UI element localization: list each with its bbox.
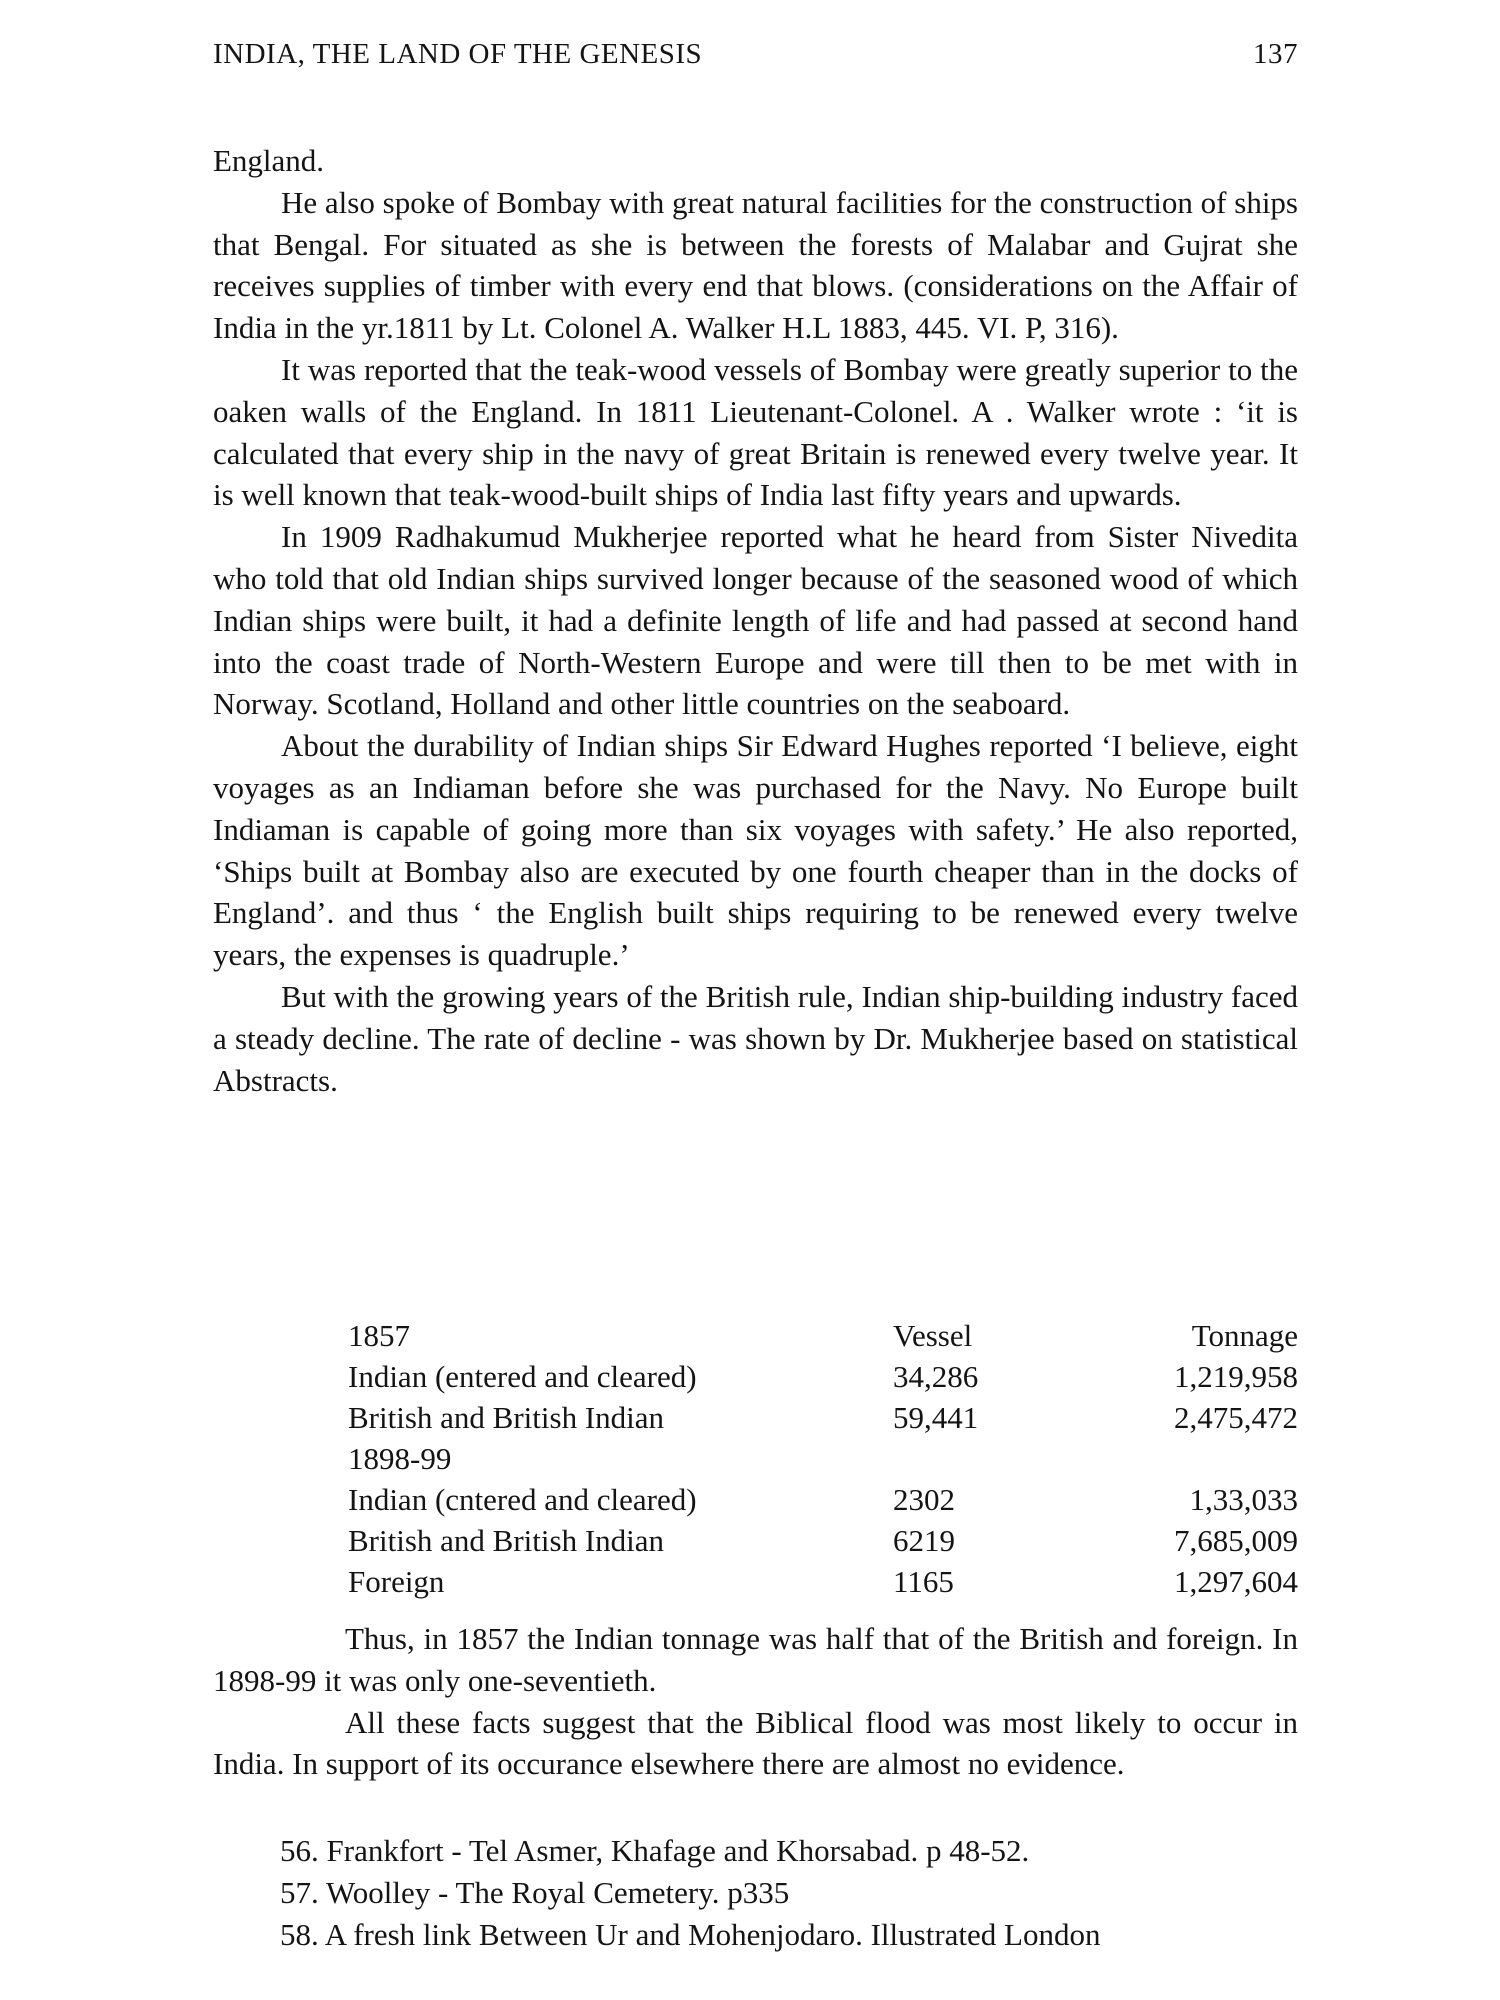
table-row [348, 1397, 1298, 1438]
tonnage-cell: Tonnage [1191, 1318, 1298, 1353]
tonnage-cell: 1,297,604 [1174, 1564, 1298, 1599]
paragraph: In 1909 Radhakumud Mukherjee reported what he heard from Sister Nivedita who told that old Indian ships survived longer because of the seasoned wood of which Indian ships were built, it had a definite length of life and had passed at second hand into the coast trade of North-Western Europe and were till then to be met with in Norway. Scotland, Holland and other little countries on the seaboard. [213, 519, 1298, 722]
table-row [348, 1520, 1298, 1561]
paragraph: But with the growing years of the British rule, Indian ship-building industry faced a steady decline. The rate of decline - was shown by Dr. Mukherjee based on statistical Abstracts. [213, 978, 1298, 1098]
row-label: British and British Indian [348, 1400, 665, 1435]
footnotes [280, 1830, 1100, 1956]
table-row [348, 1356, 1298, 1397]
vessel-cell: 6219 [893, 1523, 955, 1558]
tonnage-cell: 7,685,009 [1174, 1523, 1298, 1558]
tonnage-cell: 2,475,472 [1174, 1400, 1298, 1435]
table-row [348, 1315, 1298, 1356]
row-label: British and British Indian [348, 1523, 665, 1558]
running-title: INDIA, THE LAND OF THE GENESIS [213, 38, 703, 70]
vessel-cell: 1165 [893, 1564, 954, 1599]
table-row [348, 1561, 1298, 1602]
vessel-cell: 34,286 [893, 1359, 979, 1394]
table-row [348, 1479, 1298, 1520]
shipping-table [348, 1315, 1298, 1602]
row-label: Indian (entered and cleared) [348, 1359, 697, 1394]
running-head [213, 38, 1298, 71]
conclusion-text [213, 1618, 1298, 1785]
body-text [213, 140, 1298, 1101]
footnote: 57. Woolley - The Royal Cemetery. p335 [280, 1875, 790, 1910]
tonnage-cell: 1,33,033 [1189, 1482, 1298, 1517]
vessel-cell: 2302 [893, 1482, 955, 1517]
row-label: Indian (cntered and cleared) [348, 1482, 697, 1517]
paragraph: It was reported that the teak-wood vessels of Bombay were greatly superior to the oaken walls of the England. In 1811 Lieutenant-Colonel. A . Walker wrote : ‘it is calculated that every ship in the navy of great Britain is renewed every twelve year. It is well known that teak-wood-built ships of India last fifty years and upwards. [213, 351, 1298, 513]
table-row [348, 1438, 1298, 1479]
tonnage-cell: 1,219,958 [1174, 1359, 1298, 1394]
row-label: 1857 [348, 1318, 410, 1353]
paragraph: He also spoke of Bombay with great natural facilities for the construction of ships that Bengal. For situated as she is between the forests of Malabar and Gujrat she receives supplies of timber with every end that blows. (considerations on the Affair of India in the yr.1811 by Lt. Colonel A. Walker H.L 1883, 445. VI. P, 316). [213, 184, 1298, 346]
row-label: Foreign [348, 1564, 445, 1599]
page-number: 137 [1253, 38, 1298, 70]
vessel-cell: Vessel [893, 1318, 973, 1353]
footnote: 56. Frankfort - Tel Asmer, Khafage and Khorsabad. p 48-52. [280, 1833, 1030, 1868]
paragraph: England. [213, 143, 325, 178]
row-label: 1898-99 [348, 1441, 452, 1476]
vessel-cell: 59,441 [893, 1400, 979, 1435]
paragraph: Thus, in 1857 the Indian tonnage was half that of the British and foreign. In 1898-99 it was only one-seventieth. [213, 1621, 1298, 1698]
paragraph: All these facts suggest that the Biblical flood was most likely to occur in India. In support of its occurance elsewhere there are almost no evidence. [213, 1704, 1298, 1782]
footnote: 58. A fresh link Between Ur and Mohenjodaro. Illustrated London [280, 1917, 1101, 1952]
paragraph: About the durability of Indian ships Sir Edward Hughes reported ‘I believe, eight voyages as an Indiaman before she was purchased for the Navy. No Europe built Indiaman is capable of going more than six voyages with safety.’ He also reported, ‘Ships built at Bombay also are executed by one fourth cheaper than in the docks of England’. and thus ‘ the English built ships requiring to be renewed every twelve years, the expenses is quadruple.’ [213, 728, 1298, 973]
